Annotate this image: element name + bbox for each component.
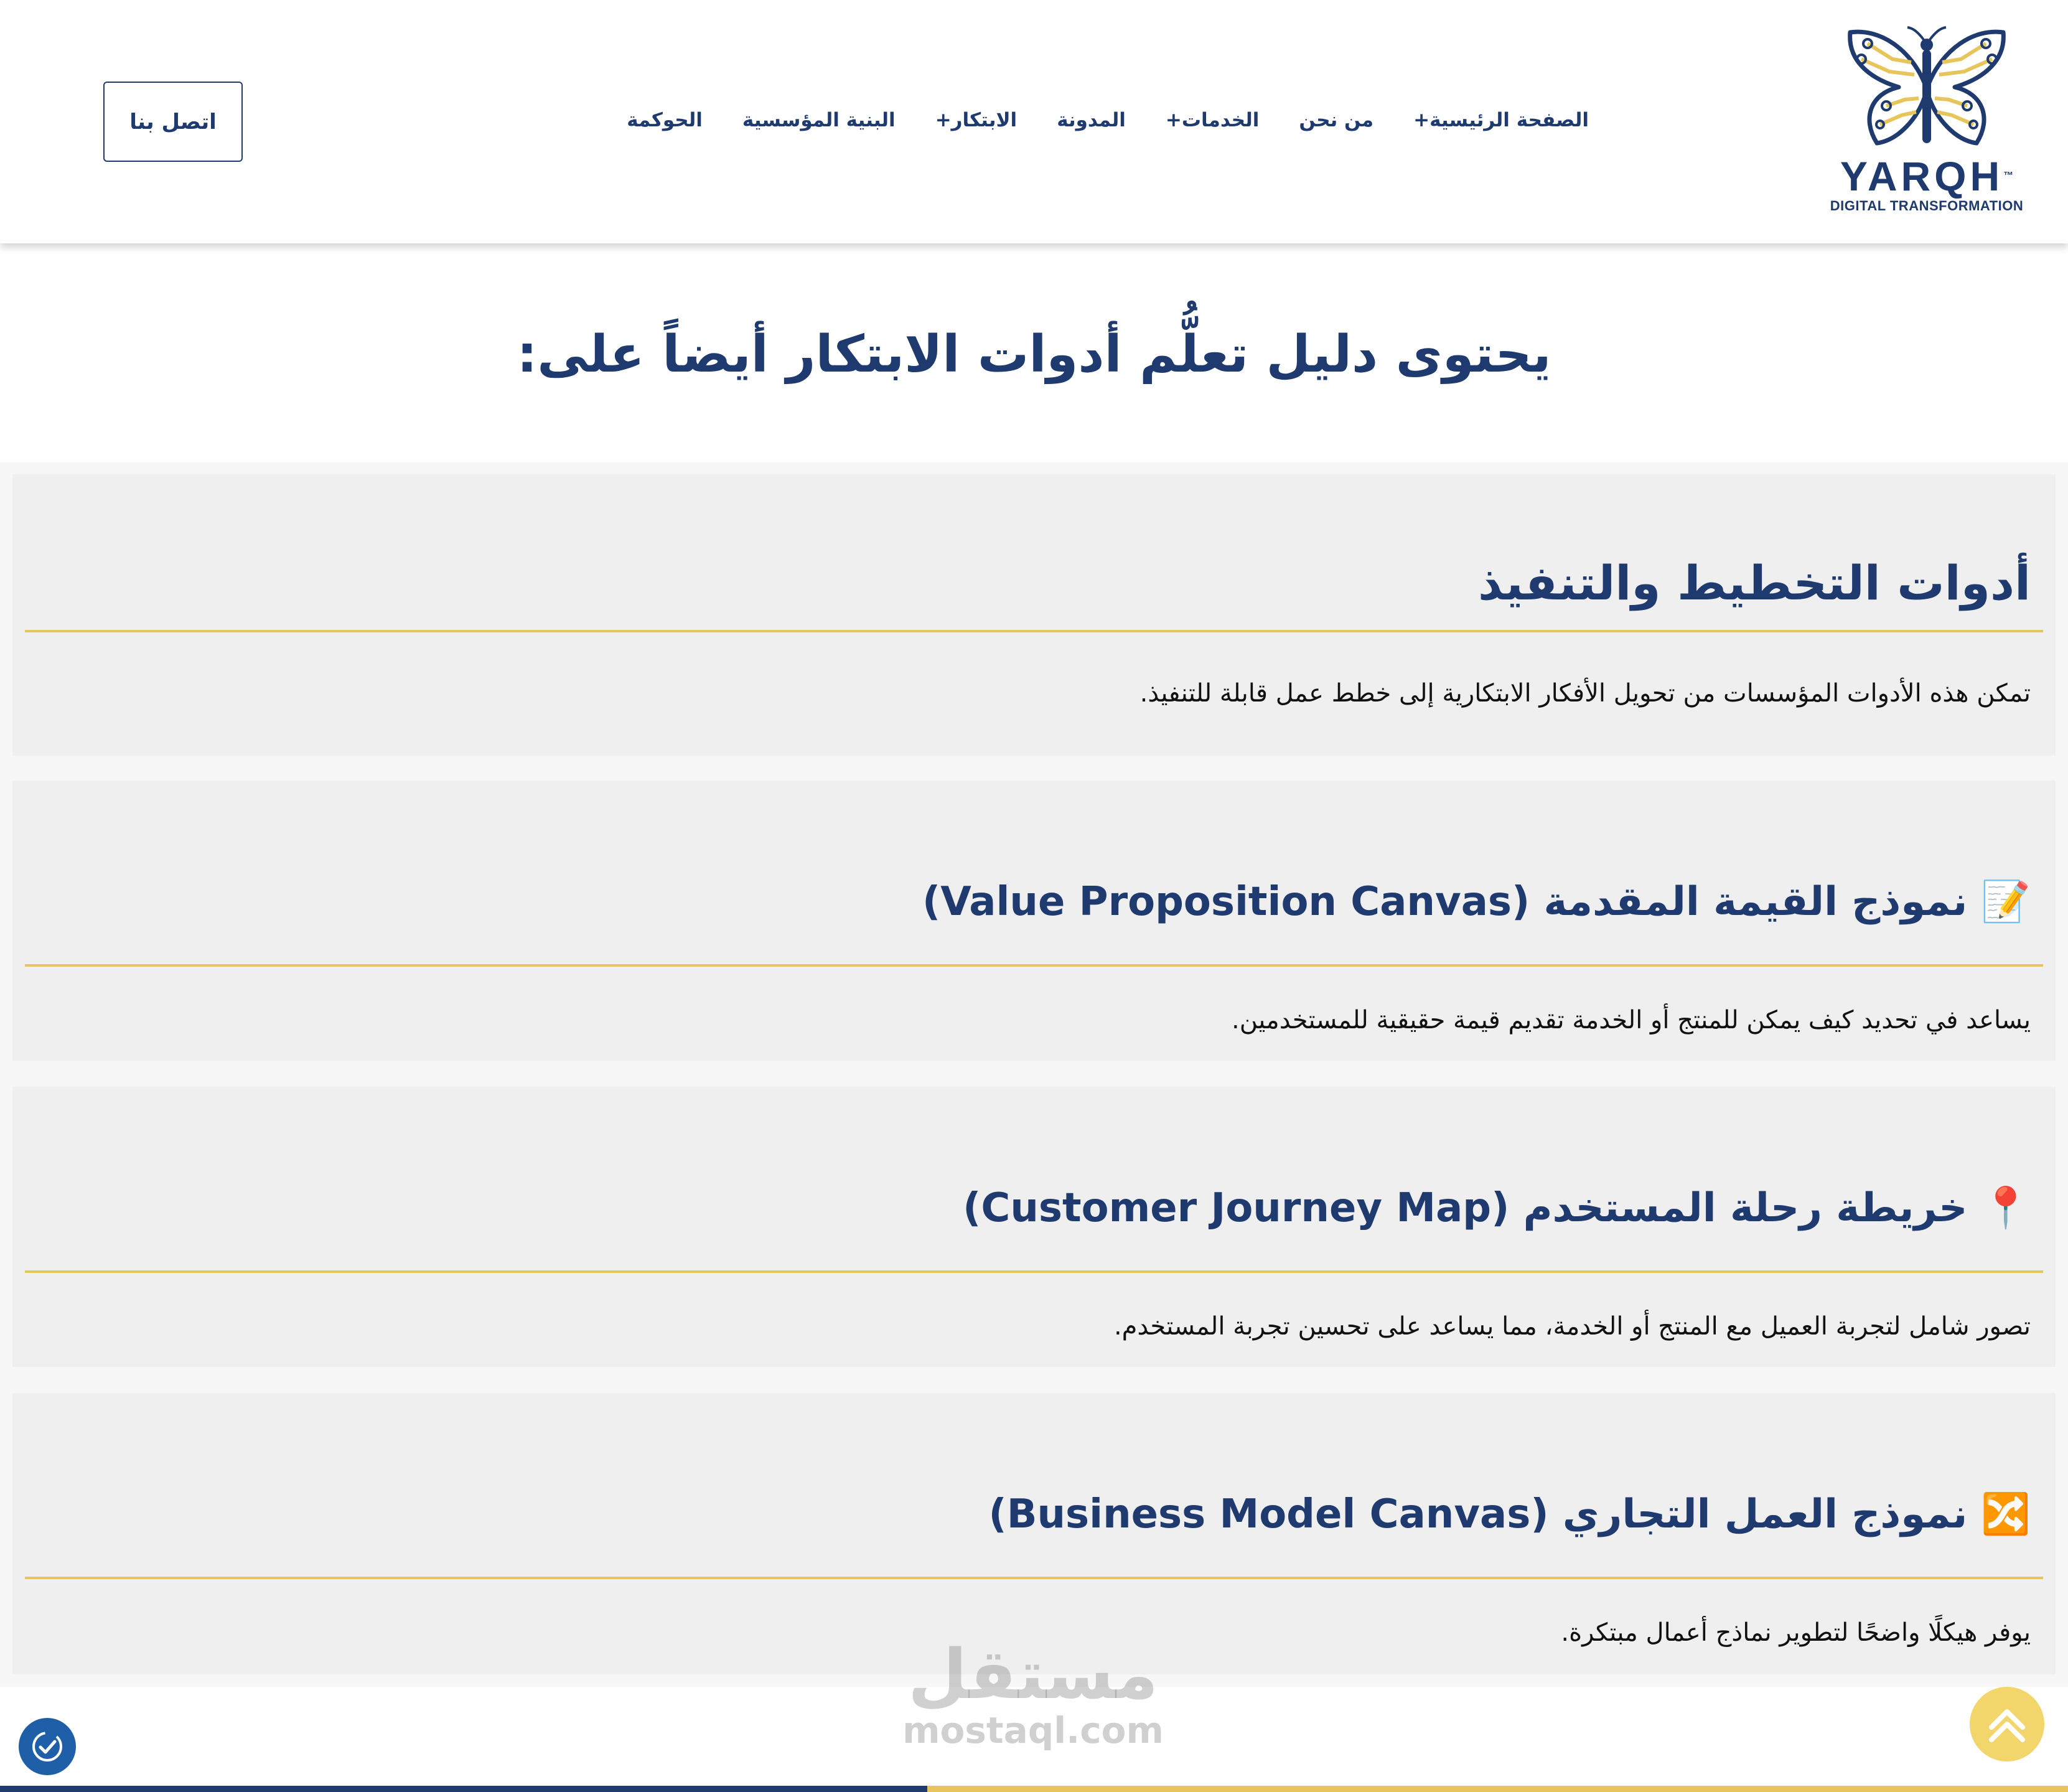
card-title (37, 874, 2031, 930)
card-text: تمكن هذه الأدوات المؤسسات من تحويل الأفكار الابتكارية إلى خطط عمل قابلة للتنفيذ. (1139, 679, 2031, 708)
logo-tagline: DIGITAL TRANSFORMATION (1830, 198, 2024, 213)
watermark-arabic: مستقل (907, 1635, 1159, 1714)
logo-wordmark: YARQH™ (1840, 153, 2014, 199)
card-divider (25, 1577, 2043, 1579)
card-text: تصور شامل لتجربة العميل مع المنتج أو الخدمة، مما يساعد على تحسين تجربة المستخدم. (1113, 1312, 2031, 1341)
shuffle-icon: 🔀 (1981, 1491, 2031, 1537)
memo-icon: 📝 (1981, 879, 2031, 925)
page-title: يحتوى دليل تعلُّم أدوات الابتكار أيضاً على: (517, 325, 1551, 384)
scroll-to-top-button[interactable] (1970, 1687, 2044, 1762)
card-title-text: نموذج العمل التجاري (Business Model Canvas) (988, 1491, 1968, 1537)
nav-item-home[interactable]: الصفحة الرئيسية+ (1413, 108, 1589, 131)
card-text: يوفر هيكلًا واضحًا لتطوير نماذج أعمال مبتكرة. (1561, 1618, 2031, 1647)
site-header (0, 0, 2068, 243)
card-title-text: خريطة رحلة المستخدم (Customer Journey Map) (963, 1185, 1968, 1231)
nav-item-blog[interactable]: المدونة (1057, 108, 1126, 131)
footer-stripe-gold (927, 1786, 2068, 1792)
card-divider (25, 630, 2043, 632)
tool-card-planning (12, 474, 2056, 756)
cookie-consent-button[interactable] (19, 1718, 76, 1775)
main-nav (627, 103, 1589, 137)
card-divider (25, 964, 2043, 967)
footer-stripe-navy (0, 1786, 927, 1792)
nav-item-innovation[interactable]: الابتكار+ (935, 108, 1018, 131)
nav-item-about[interactable]: من نحن (1299, 108, 1374, 131)
double-chevron-up-icon (1985, 1702, 2029, 1746)
card-title (37, 1486, 2031, 1542)
contact-us-button[interactable]: اتصل بنا (103, 82, 243, 162)
mostaql-watermark (902, 1635, 1164, 1752)
tool-card-customer-journey (12, 1087, 2056, 1367)
card-divider (25, 1270, 2043, 1273)
tool-card-business-model (12, 1393, 2056, 1674)
nav-item-governance[interactable]: الحوكمة (627, 108, 703, 131)
butterfly-logo-icon (1843, 25, 2011, 156)
card-title-text: نموذج القيمة المقدمة (Value Proposition Canvas) (922, 879, 1968, 925)
card-title: أدوات التخطيط والتنفيذ (1478, 555, 2031, 611)
nav-item-enterprise-architecture[interactable]: البنية المؤسسية (742, 108, 896, 131)
card-title (37, 1180, 2031, 1236)
site-logo[interactable] (1827, 25, 2026, 224)
cookie-consent-icon (29, 1729, 65, 1765)
tool-card-value-proposition (12, 781, 2056, 1061)
watermark-latin: mostaql.com (902, 1709, 1164, 1752)
tools-section (0, 462, 2068, 1687)
card-text: يساعد في تحديد كيف يمكن للمنتج أو الخدمة تقديم قيمة حقيقية للمستخدمين. (1232, 1006, 2031, 1034)
map-pin-icon: 📍 (1981, 1185, 2031, 1231)
nav-item-services[interactable]: الخدمات+ (1165, 108, 1260, 131)
